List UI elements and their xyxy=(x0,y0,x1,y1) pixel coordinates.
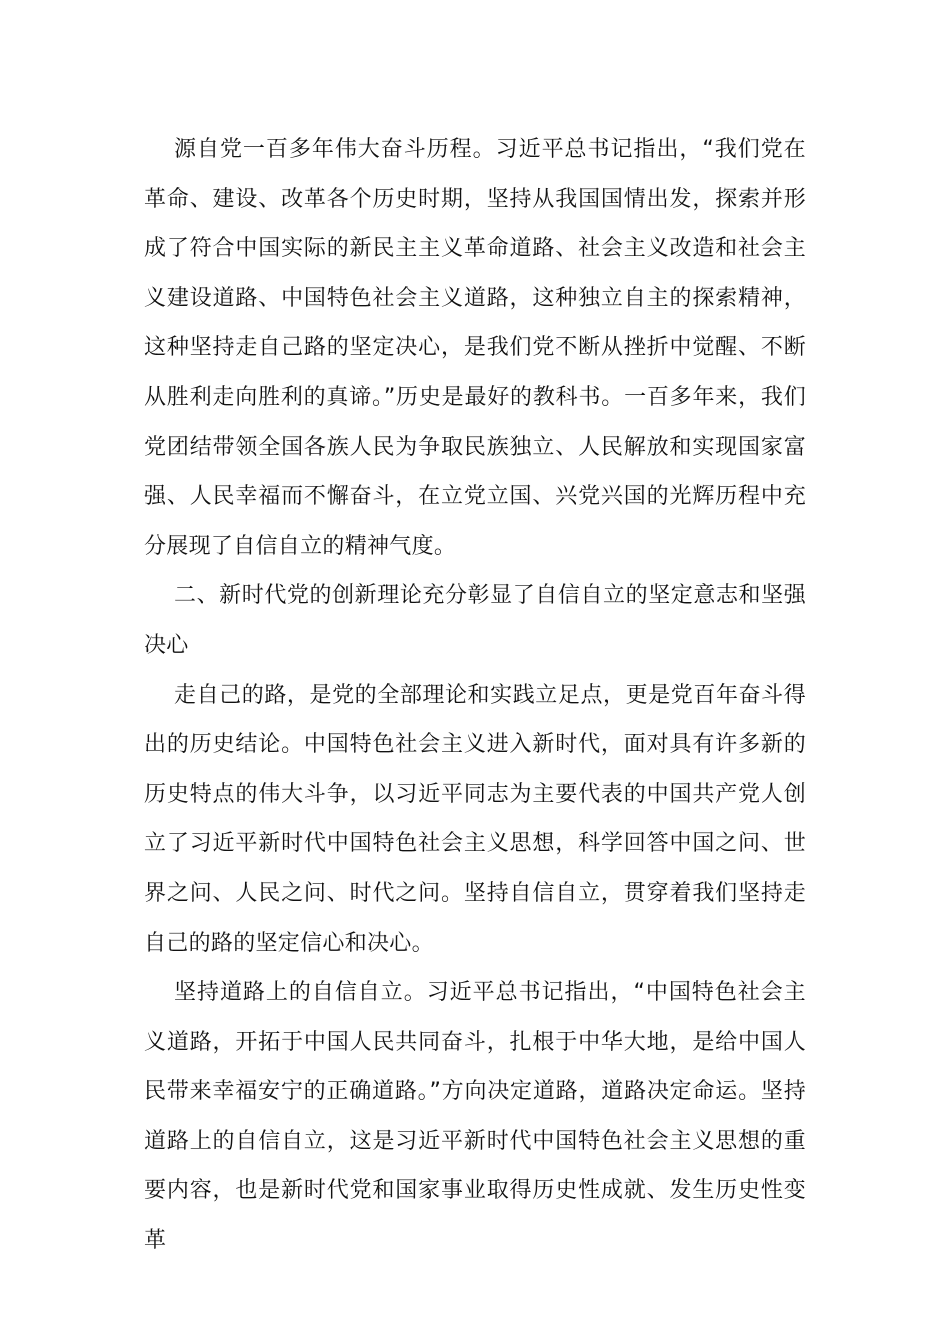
paragraph-origin-history: 源自党一百多年伟大奋斗历程。习近平总书记指出，“我们党在革命、建设、改革各个历史时期，坚持从我国国情出发，探索并形成了符合中国实际的新民主主义革命道路、社会主义改造和社会主义建设道路、中国特色社会主义道路，这种独立自主的探索精神，这种坚持走自己路的坚定决心，是我们党不断从挫折中觉醒、不断从胜利走向胜利的真谛。”历史是最好的教科书。一百多年来，我们党团结带领全国各族人民为争取民族独立、人民解放和实现国家富强、人民幸福而不懈奋斗，在立党立国、兴党兴国的光辉历程中充分展现了自信自立的精神气度。 xyxy=(144,137,806,559)
document-body xyxy=(144,125,806,1266)
paragraph-road-confidence: 坚持道路上的自信自立。习近平总书记指出，“中国特色社会主义道路，开拓于中国人民共同奋斗，扎根于中华大地，是给中国人民带来幸福安宁的正确道路。”方向决定道路，道路决定命运。坚持道路上的自信自立，这是习近平新时代中国特色社会主义思想的重要内容，也是新时代党和国家事业取得历史性成就、发生历史性变革 xyxy=(144,980,806,1254)
paragraph-own-path: 走自己的路，是党的全部理论和实践立足点，更是党百年奋斗得出的历史结论。中国特色社会主义进入新时代，面对具有许多新的历史特点的伟大斗争，以习近平同志为主要代表的中国共产党人创立了习近平新时代中国特色社会主义思想，科学回答中国之问、世界之问、人民之问、时代之问。坚持自信自立，贯穿着我们坚持走自己的路的坚定信心和决心。 xyxy=(144,682,806,956)
section-heading-two: 二、新时代党的创新理论充分彰显了自信自立的坚定意志和坚强决心 xyxy=(144,583,806,658)
